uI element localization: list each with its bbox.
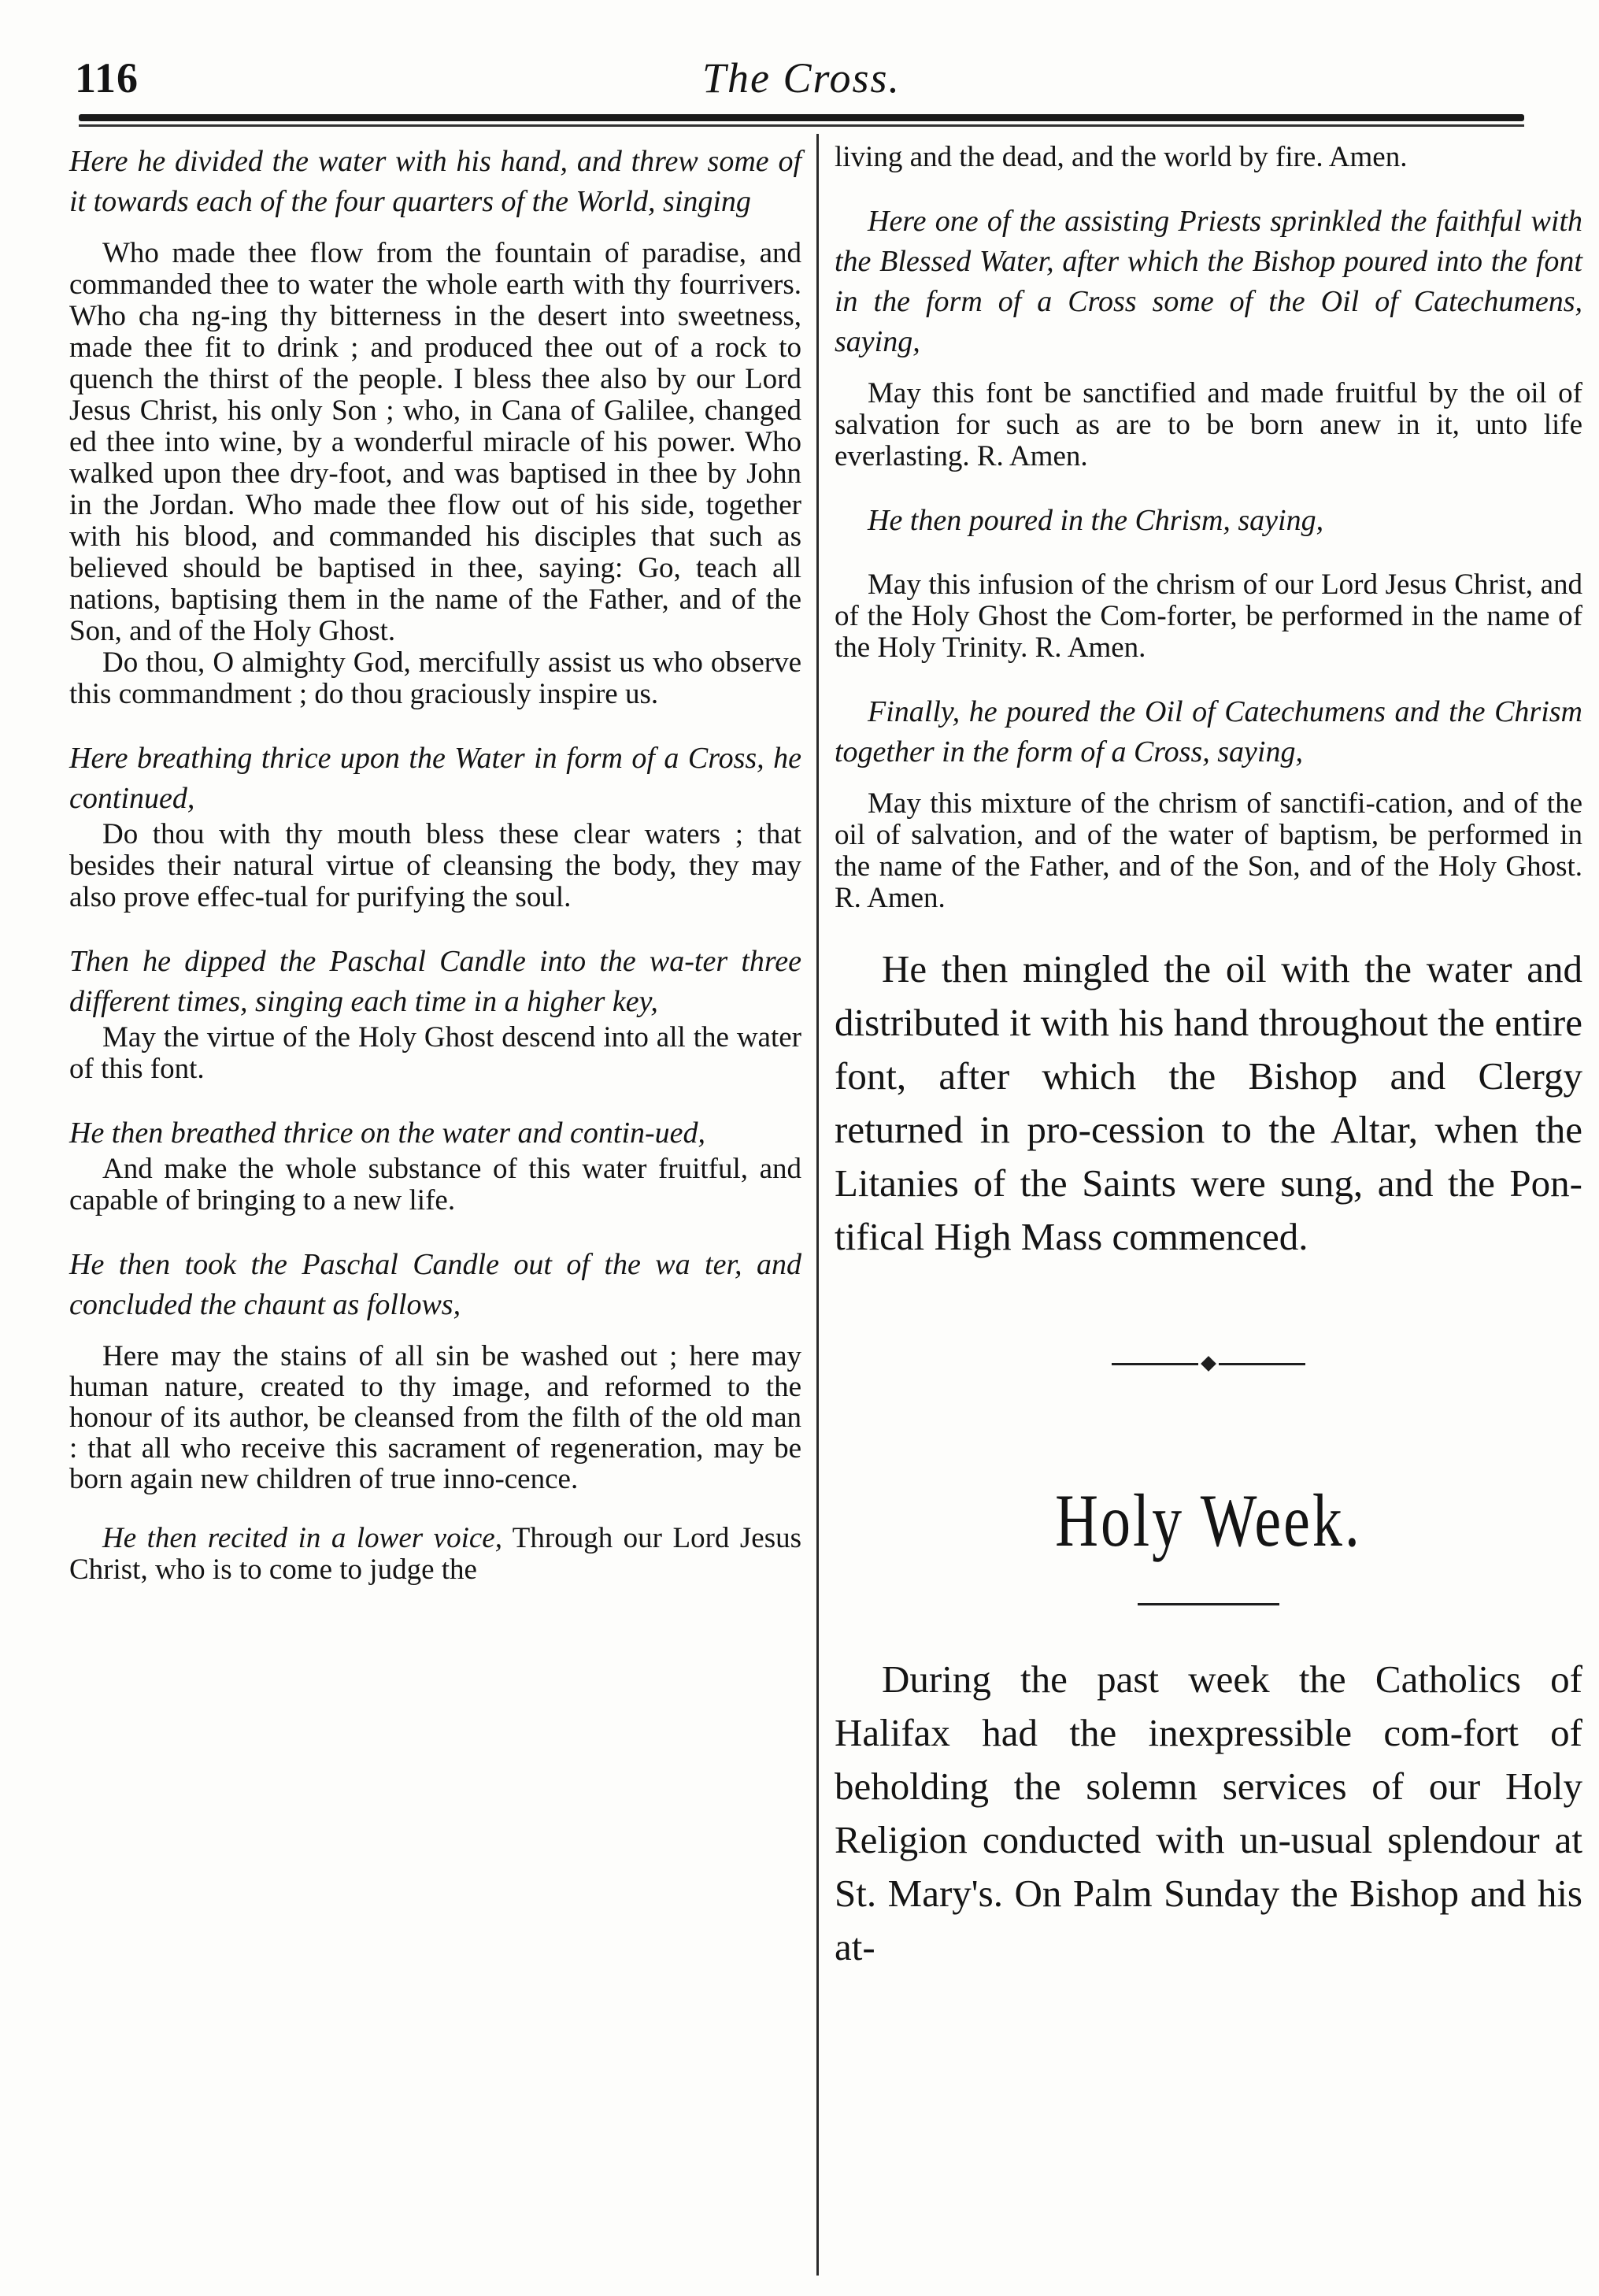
paragraph: May this mixture of the chrism of sanctifi-cation, and of the oil of salvation, and of the water of baptism, be performed in the name of the Father, and of the Son, and of the Holy Ghost. R. Amen. [835,787,1582,914]
paragraph: living and the dead, and the world by fire. Amen. [835,141,1408,173]
rubric: He then took the Paschal Candle out of the wa ter, and concluded the chaunt as follows, [69,1248,801,1321]
header-rule [79,114,1524,121]
running-title: The Cross. [701,54,901,102]
header-rule-thin [79,124,1524,127]
rubric: Then he dipped the Paschal Candle into the wa-ter three different times, singing each time in a higher key, [69,945,801,1018]
paragraph-mixed [69,1523,801,1586]
rubric: He then poured in the Chrism, saying, [868,504,1324,537]
rubric: Here he divided the water with his hand, and threw some of it towards each of the four quarters of the World, singing [69,145,801,218]
paragraph-large: During the past week the Catholics of Halifax had the inexpressible com-fort of beholding the solemn services of our Holy Religion conducted with un-usual splendour at St. Mary's. On Palm Sunday the Bishop and his at- [835,1657,1582,1968]
paragraph: May this infusion of the chrism of our Lord Jesus Christ, and of the Holy Ghost the Com-forter, be performed in the name of the Holy Trinity. R. Amen. [835,568,1582,664]
page-header [75,47,1528,118]
paragraph-large: He then mingled the oil with the water and distributed it with his hand throughout the entire font, after which the Bishop and Clergy returned in pro-cession to the Altar, when the Litanies of the Saints were sung, and the Pon-tifical High Mass commenced. [835,947,1582,1258]
ornament-line [1219,1363,1305,1365]
left-column [69,142,801,1586]
paragraph: May this font be sanctified and made fruitful by the oil of salvation for such as are to be born anew in it, unto life everlasting. R. Amen. [835,377,1582,472]
rubric: Here one of the assisting Priests sprinkled the faithful with the Blessed Water, after which the Bishop poured into the font in the form of a Cross some of the Oil of Catechumens, saying, [835,205,1582,358]
section-ornament [835,1358,1582,1369]
section-title: Holy Week. [1055,1479,1362,1563]
page-number: 116 [75,54,139,102]
paragraph: Do thou with thy mouth bless these clear waters ; that besides their natural virtue of cleansing the body, they may also prove effec-tual for purifying the soul. [69,818,801,913]
paragraph: And make the whole substance of this water fruitful, and capable of bringing to a new life. [69,1153,801,1217]
ornament-line [1112,1363,1198,1365]
rubric: Here breathing thrice upon the Water in form of a Cross, he continued, [69,742,801,815]
paragraph: May the virtue of the Holy Ghost descend into all the water of this font. [69,1021,801,1085]
paragraph: Who made thee flow from the fountain of paradise, and commanded thee to water the whole earth with thy fourrivers. Who cha ng-ing thy bitterness in the desert into sweetness, made thee fit to drink ; and produced thee out of a rock to quench the thirst of the people. I bless thee also by our Lord Jesus Christ, his only Son ; who, in Cana of Galilee, changed ed thee into wine, by a wonderful miracle of his power. Who walked upon thee dry-foot, and was baptised in thee by John in the Jordan. Who made thee flow out of his side, together with his blood, and commanded his disciples that such as believed should be baptised in thee, saying: Go, teach all nations, baptising them in the name of the Father, and of the Son, and of the Holy Ghost. [69,237,801,647]
paragraph-inline: Through our Lord Jesus Christ, who is to come to judge the [69,1522,801,1586]
paragraph: Here may the stains of all sin be washed out ; here may human nature, created to thy image, and reformed to the honour of its author, be cleansed from the filth of the old man : that all who receive this sacrament of regeneration, may be born again new children of true inno-cence. [69,1340,801,1495]
rubric: He then breathed thrice on the water and contin-ued, [69,1117,706,1150]
column-divider [816,134,819,2276]
rubric-inline: He then recited in a lower voice, [102,1522,502,1554]
right-column [835,142,1582,1974]
paragraph: Do thou, O almighty God, mercifully assist us who observe this commandment ; do thou graciously inspire us. [69,646,801,710]
rubric: Finally, he poured the Oil of Catechumens and the Chrism together in the form of a Cross, saying, [835,695,1582,768]
